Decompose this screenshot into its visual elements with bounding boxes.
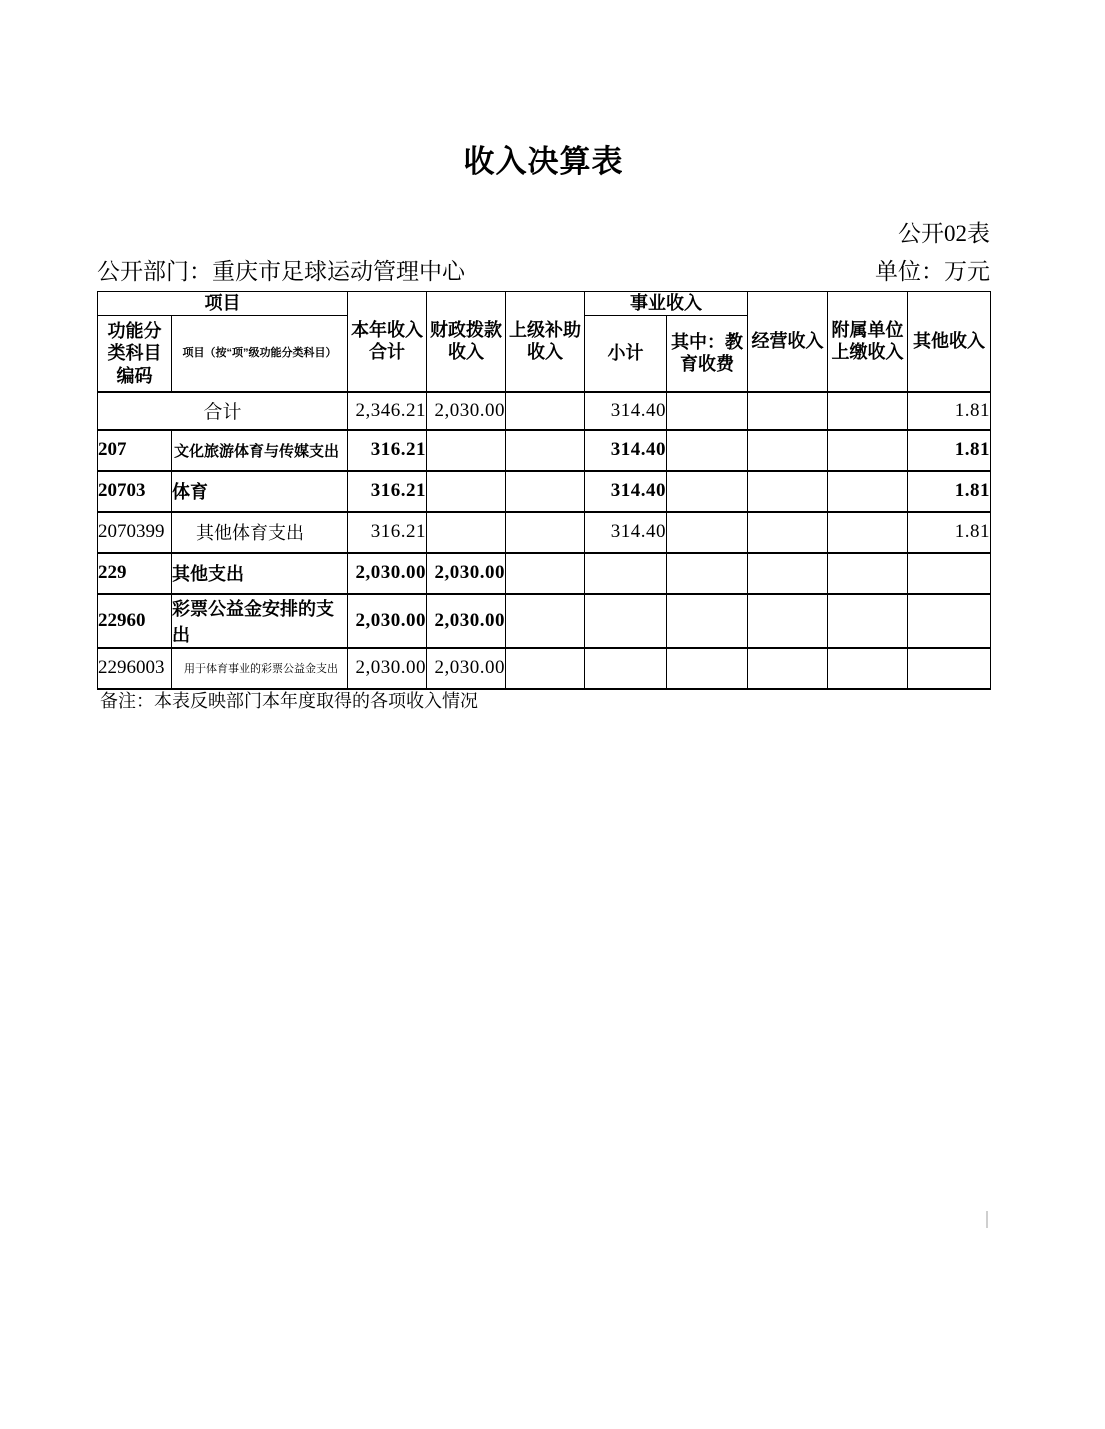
- value-cell: [828, 594, 908, 648]
- header-year-total: 本年收入合计: [348, 292, 427, 392]
- header-business-income: 事业收入: [585, 292, 748, 316]
- value-cell: [427, 430, 506, 471]
- table-row-total: [98, 392, 991, 430]
- value-cell: [828, 471, 908, 512]
- income-table: [97, 291, 991, 690]
- value-cell: [748, 392, 828, 430]
- value-cell: 2,030.00: [348, 553, 427, 594]
- table-code-label: 公开02表: [898, 221, 990, 246]
- table-row: [98, 430, 991, 471]
- header-subtotal: 小计: [585, 316, 667, 392]
- value-cell: 316.21: [348, 471, 427, 512]
- code-cell: 2070399: [98, 512, 172, 553]
- value-cell: [828, 553, 908, 594]
- value-cell: 2,346.21: [348, 392, 427, 430]
- item-cell: 其他支出: [172, 553, 348, 594]
- header-fiscal-income: 财政拨款收入: [427, 292, 506, 392]
- footnote: 备注：本表反映部门本年度取得的各项收入情况: [100, 691, 478, 711]
- header-item: 项目（按“项”级功能分类科目）: [172, 316, 348, 392]
- department-label: 公开部门：重庆市足球运动管理中心: [97, 259, 465, 284]
- header-operating-income: 经营收入: [748, 292, 828, 392]
- item-cell: 文化旅游体育与传媒支出: [172, 430, 348, 471]
- value-cell: 2,030.00: [427, 553, 506, 594]
- item-cell: 体育: [172, 471, 348, 512]
- value-cell: [908, 594, 991, 648]
- value-cell: [828, 430, 908, 471]
- value-cell: [828, 648, 908, 689]
- header-project: 项目: [98, 292, 348, 316]
- value-cell: [506, 430, 585, 471]
- value-cell: [667, 553, 748, 594]
- table-row: [98, 471, 991, 512]
- value-cell: 2,030.00: [427, 392, 506, 430]
- code-cell: 2296003: [98, 648, 172, 689]
- code-cell: 22960: [98, 594, 172, 648]
- header-row-1: [98, 292, 991, 316]
- value-cell: 314.40: [585, 392, 667, 430]
- value-cell: 2,030.00: [427, 648, 506, 689]
- value-cell: 1.81: [908, 471, 991, 512]
- code-cell: 20703: [98, 471, 172, 512]
- value-cell: [585, 553, 667, 594]
- value-cell: 2,030.00: [427, 594, 506, 648]
- code-cell: 207: [98, 430, 172, 471]
- header-superior-subsidy: 上级补助收入: [506, 292, 585, 392]
- table-row: [98, 512, 991, 553]
- value-cell: 1.81: [908, 430, 991, 471]
- value-cell: [506, 471, 585, 512]
- item-cell: 用于体育事业的彩票公益金支出: [172, 648, 348, 689]
- value-cell: [748, 648, 828, 689]
- value-cell: [748, 512, 828, 553]
- item-cell: 其他体育支出: [172, 512, 348, 553]
- header-affiliated-income: 附属单位上缴收入: [828, 292, 908, 392]
- item-cell: 彩票公益金安排的支出: [172, 594, 348, 648]
- value-cell: [585, 648, 667, 689]
- value-cell: [667, 648, 748, 689]
- value-cell: [506, 392, 585, 430]
- value-cell: 314.40: [585, 430, 667, 471]
- value-cell: [667, 471, 748, 512]
- meta-row: [97, 253, 990, 286]
- code-cell: 229: [98, 553, 172, 594]
- value-cell: 1.81: [908, 392, 991, 430]
- table-row: [98, 594, 991, 648]
- value-cell: [667, 392, 748, 430]
- value-cell: 2,030.00: [348, 594, 427, 648]
- value-cell: [748, 471, 828, 512]
- scroll-artifact-line: [986, 1211, 988, 1228]
- unit-label: 单位：万元: [875, 259, 990, 284]
- value-cell: [667, 512, 748, 553]
- value-cell: [667, 594, 748, 648]
- table-row: [98, 553, 991, 594]
- value-cell: [506, 594, 585, 648]
- total-label-cell: 合计: [98, 392, 348, 430]
- value-cell: [506, 512, 585, 553]
- header-function-code: 功能分类科目编码: [98, 316, 172, 392]
- value-cell: [748, 594, 828, 648]
- value-cell: [748, 430, 828, 471]
- header-education-fees: 其中：教育收费: [667, 316, 748, 392]
- page-title: 收入决算表: [463, 144, 624, 179]
- value-cell: 2,030.00: [348, 648, 427, 689]
- value-cell: [908, 648, 991, 689]
- value-cell: 1.81: [908, 512, 991, 553]
- value-cell: 316.21: [348, 430, 427, 471]
- value-cell: [748, 553, 828, 594]
- value-cell: 316.21: [348, 512, 427, 553]
- value-cell: 314.40: [585, 471, 667, 512]
- value-cell: [828, 392, 908, 430]
- value-cell: [506, 648, 585, 689]
- header-other-income: 其他收入: [908, 292, 991, 392]
- value-cell: [427, 512, 506, 553]
- value-cell: [506, 553, 585, 594]
- value-cell: 314.40: [585, 512, 667, 553]
- table-row: [98, 648, 991, 689]
- value-cell: [427, 471, 506, 512]
- value-cell: [667, 430, 748, 471]
- value-cell: [585, 594, 667, 648]
- value-cell: [828, 512, 908, 553]
- value-cell: [908, 553, 991, 594]
